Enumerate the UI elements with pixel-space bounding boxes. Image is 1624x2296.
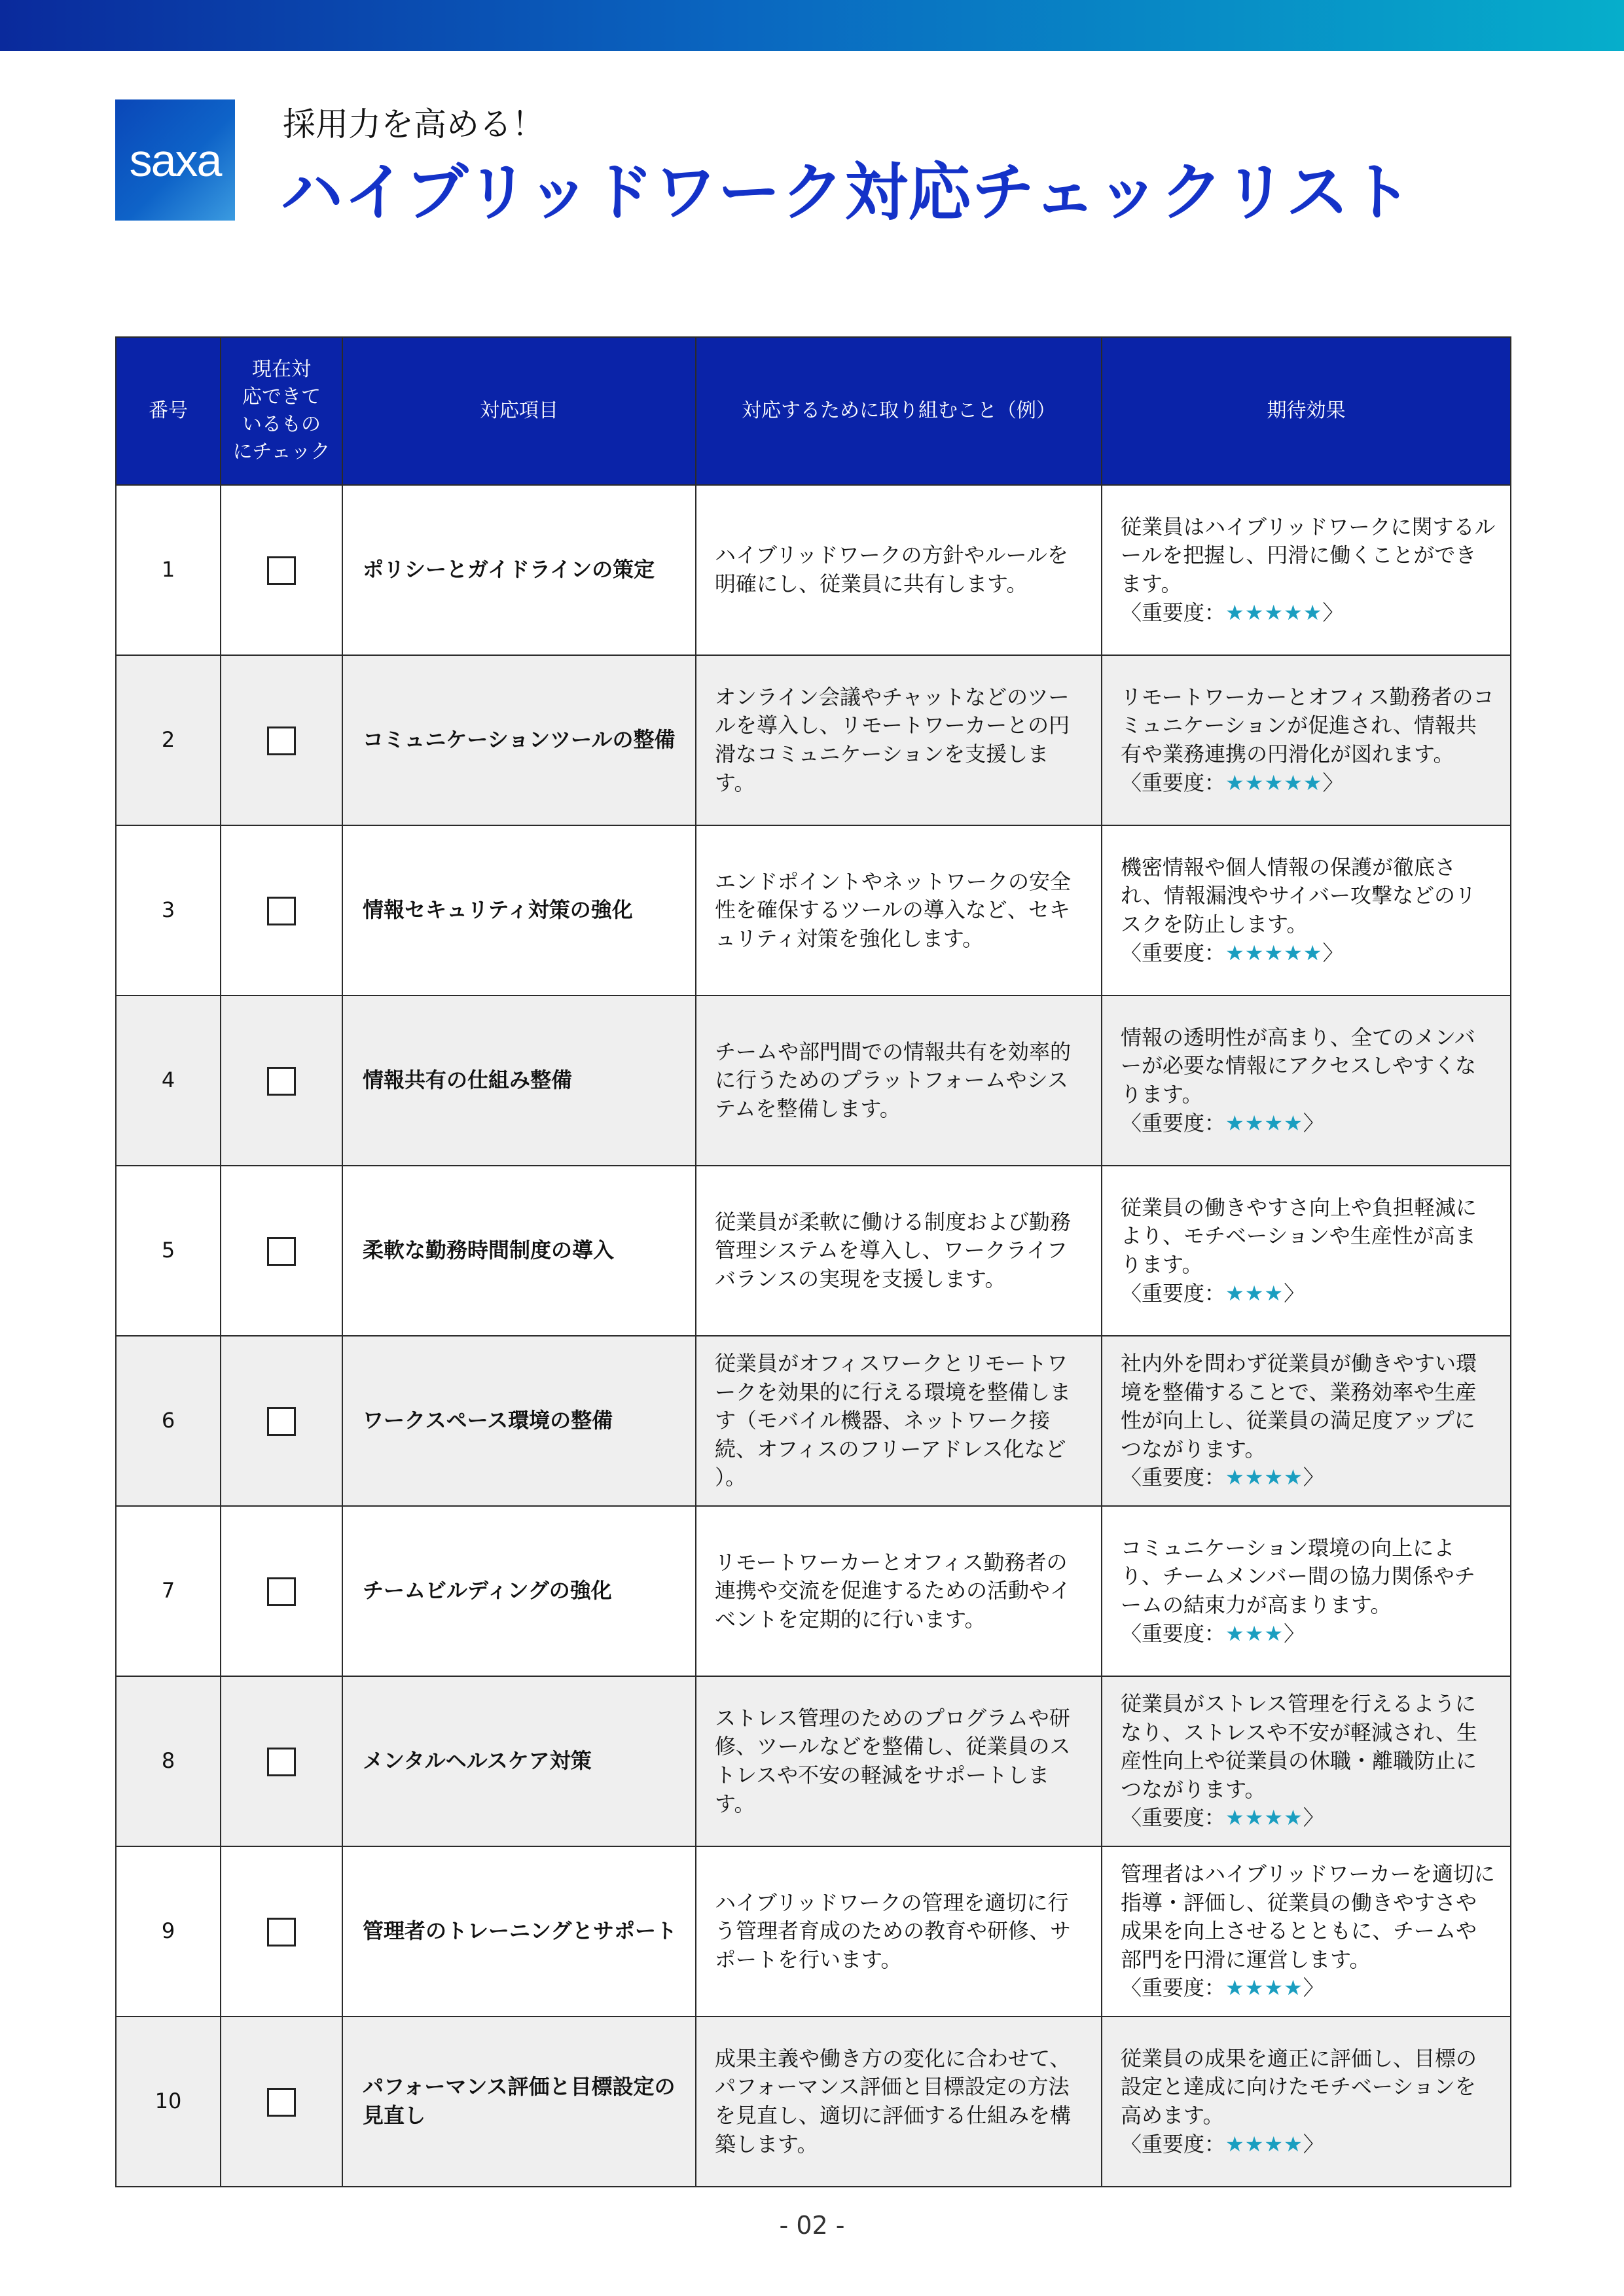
- row-item: パフォーマンス評価と目標設定の見直し: [342, 2017, 696, 2187]
- importance: [1121, 770, 1343, 795]
- importance-stars: ★★★: [1225, 1280, 1284, 1306]
- table-row: [116, 1676, 1511, 1846]
- importance-suffix: 〉: [1322, 770, 1344, 795]
- check-cell: [221, 996, 342, 1166]
- importance-prefix: 〈重要度：: [1121, 1465, 1226, 1490]
- importance: [1121, 1975, 1324, 2000]
- page-number: - 02 -: [779, 2211, 845, 2240]
- row-effect-cell: [1102, 996, 1511, 1166]
- row-effect: コミュニケーション環境の向上により、チームメンバー間の協力関係やチームの結束力が高まります。: [1121, 1535, 1475, 1617]
- row-effect: リモートワーカーとオフィス勤務者のコミュニケーションが促進され、情報共有や業務連携の円滑化が図れます。: [1121, 684, 1494, 766]
- page-subtitle: 採用力を高める！: [283, 105, 545, 143]
- importance-prefix: 〈重要度：: [1121, 1621, 1226, 1646]
- table-row: [116, 1336, 1511, 1506]
- checkbox[interactable]: [267, 1407, 296, 1436]
- importance-stars: ★★★★★: [1225, 940, 1323, 965]
- row-action: 従業員がオフィスワークとリモートワークを効果的に行える環境を整備します（モバイル機器、ネットワーク接続、オフィスのフリーアドレス化など ）。: [696, 1336, 1102, 1506]
- table-row: [116, 2017, 1511, 2187]
- importance-stars: ★★★★★: [1225, 770, 1323, 795]
- row-effect: 従業員がストレス管理を行えるようになり、ストレスや不安が軽減され、生産性向上や従業員の休職・離職防止につながります。: [1121, 1691, 1477, 1802]
- checkbox[interactable]: [267, 2088, 296, 2117]
- importance-stars: ★★★★: [1225, 1805, 1303, 1831]
- importance-suffix: 〉: [1303, 1465, 1324, 1490]
- importance-prefix: 〈重要度：: [1121, 600, 1226, 625]
- importance-suffix: 〉: [1322, 600, 1344, 625]
- importance-suffix: 〉: [1284, 1280, 1305, 1306]
- row-item: 管理者のトレーニングとサポート: [342, 1846, 696, 2017]
- check-cell: [221, 825, 342, 996]
- row-action: リモートワーカーとオフィス勤務者の連携や交流を促進するための活動やイベントを定期的に行います。: [696, 1506, 1102, 1676]
- saxa-logo: [115, 99, 235, 221]
- importance: [1121, 941, 1343, 965]
- importance-prefix: 〈重要度：: [1121, 1110, 1226, 1136]
- check-cell: [221, 485, 342, 655]
- top-gradient-bar: [0, 0, 1624, 51]
- check-cell: [221, 655, 342, 825]
- row-effect: 従業員はハイブリッドワークに関するルールを把握し、円滑に働くことができます。: [1121, 514, 1496, 596]
- row-action: 成果主義や働き方の変化に合わせて、パフォーマンス評価と目標設定の方法を見直し、適切に評価する仕組みを構築します。: [696, 2017, 1102, 2187]
- importance-stars: ★★★★: [1225, 1465, 1303, 1490]
- importance-prefix: 〈重要度：: [1121, 770, 1226, 795]
- row-number: 3: [116, 825, 221, 996]
- importance-suffix: 〉: [1303, 1110, 1324, 1136]
- row-item: ポリシーとガイドラインの策定: [342, 485, 696, 655]
- checkbox[interactable]: [267, 897, 296, 925]
- page-title: ハイブリッドワーク対応チェックリスト: [280, 156, 1413, 229]
- row-effect-cell: [1102, 485, 1511, 655]
- row-item: チームビルディングの強化: [342, 1506, 696, 1676]
- table-row: [116, 1506, 1511, 1676]
- importance: [1121, 2132, 1324, 2157]
- row-number: 4: [116, 996, 221, 1166]
- importance-prefix: 〈重要度：: [1121, 940, 1226, 965]
- importance-suffix: 〉: [1303, 2131, 1324, 2157]
- importance: [1121, 600, 1343, 625]
- row-item: メンタルヘルスケア対策: [342, 1676, 696, 1846]
- checkbox[interactable]: [267, 556, 296, 585]
- check-cell: [221, 1676, 342, 1846]
- check-cell: [221, 1506, 342, 1676]
- table-row: [116, 825, 1511, 996]
- checkbox[interactable]: [267, 1067, 296, 1096]
- row-item: 情報セキュリティ対策の強化: [342, 825, 696, 996]
- row-effect: 社内外を問わず従業員が働きやすい環境を整備することで、業務効率や生産性が向上し、従業員の満足度アップにつながります。: [1121, 1351, 1477, 1462]
- checkbox[interactable]: [267, 1748, 296, 1776]
- table-row: [116, 1166, 1511, 1336]
- row-action: ハイブリッドワークの方針やルールを明確にし、従業員に共有します。: [696, 485, 1102, 655]
- row-effect-cell: [1102, 1676, 1511, 1846]
- row-effect-cell: [1102, 1336, 1511, 1506]
- row-action: 従業員が柔軟に働ける制度および勤務管理システムを導入し、ワークライフバランスの実現を支援します。: [696, 1166, 1102, 1336]
- row-effect: 管理者はハイブリッドワーカーを適切に指導・評価し、従業員の働きやすさや成果を向上させるとともに、チームや部門を円滑に運営します。: [1121, 1861, 1495, 1972]
- table-row: [116, 996, 1511, 1166]
- checkbox[interactable]: [267, 1237, 296, 1266]
- row-effect: 従業員の働きやすさ向上や負担軽減により、モチベーションや生産性が高まります。: [1121, 1194, 1477, 1277]
- importance-suffix: 〉: [1303, 1805, 1324, 1831]
- row-number: 1: [116, 485, 221, 655]
- row-item: ワークスペース環境の整備: [342, 1336, 696, 1506]
- importance: [1121, 1621, 1305, 1646]
- importance: [1121, 1805, 1324, 1830]
- check-cell: [221, 1166, 342, 1336]
- row-effect: 従業員の成果を適正に評価し、目標の設定と達成に向けたモチベーションを高めます。: [1121, 2045, 1477, 2128]
- checkbox[interactable]: [267, 726, 296, 755]
- row-effect: 情報の透明性が高まり、全てのメンバーが必要な情報にアクセスしやすくなります。: [1121, 1024, 1477, 1107]
- table-row: [116, 655, 1511, 825]
- check-cell: [221, 2017, 342, 2187]
- row-action: ストレス管理のためのプログラムや研修、ツールなどを整備し、従業員のストレスや不安の軽減をサポートします。: [696, 1676, 1102, 1846]
- column-header-action: 対応するために取り組むこと（例）: [696, 337, 1102, 485]
- row-effect-cell: [1102, 1846, 1511, 2017]
- importance-stars: ★★★★: [1225, 1110, 1303, 1136]
- checklist-table: [115, 336, 1511, 2187]
- importance-prefix: 〈重要度：: [1121, 1280, 1226, 1306]
- row-effect-cell: [1102, 1166, 1511, 1336]
- row-number: 10: [116, 2017, 221, 2187]
- check-cell: [221, 1336, 342, 1506]
- importance-prefix: 〈重要度：: [1121, 2131, 1226, 2157]
- table-header-row: [116, 337, 1511, 485]
- importance-stars: ★★★★: [1225, 1975, 1303, 2001]
- importance-stars: ★★★★: [1225, 2131, 1303, 2157]
- row-effect-cell: [1102, 655, 1511, 825]
- row-number: 2: [116, 655, 221, 825]
- row-action: エンドポイントやネットワークの安全性を確保するツールの導入など、セキュリティ対策を強化します。: [696, 825, 1102, 996]
- row-action: ハイブリッドワークの管理を適切に行う管理者育成のための教育や研修、サポートを行います。: [696, 1846, 1102, 2017]
- row-number: 6: [116, 1336, 221, 1506]
- column-header-number: 番号: [116, 337, 221, 485]
- table-row: [116, 1846, 1511, 2017]
- row-number: 7: [116, 1506, 221, 1676]
- importance-suffix: 〉: [1303, 1975, 1324, 2001]
- importance-stars: ★★★★★: [1225, 600, 1323, 625]
- column-header-check: 現在対 応できて いるもの にチェック: [221, 337, 342, 485]
- row-effect-cell: [1102, 2017, 1511, 2187]
- checkbox[interactable]: [267, 1918, 296, 1946]
- row-item: 情報共有の仕組み整備: [342, 996, 696, 1166]
- importance-prefix: 〈重要度：: [1121, 1805, 1226, 1831]
- row-number: 9: [116, 1846, 221, 2017]
- table-row: [116, 485, 1511, 655]
- importance: [1121, 1111, 1324, 1136]
- importance: [1121, 1281, 1305, 1306]
- row-number: 8: [116, 1676, 221, 1846]
- importance-prefix: 〈重要度：: [1121, 1975, 1226, 2001]
- row-action: オンライン会議やチャットなどのツールを導入し、リモートワーカーとの円滑なコミュニケーションを支援します。: [696, 655, 1102, 825]
- row-effect-cell: [1102, 1506, 1511, 1676]
- importance-stars: ★★★: [1225, 1621, 1284, 1646]
- column-header-effect: 期待効果: [1102, 337, 1511, 485]
- row-number: 5: [116, 1166, 221, 1336]
- logo-text: saxa: [129, 134, 221, 186]
- row-item: コミュニケーションツールの整備: [342, 655, 696, 825]
- importance-suffix: 〉: [1322, 940, 1344, 965]
- importance-suffix: 〉: [1284, 1621, 1305, 1646]
- row-effect: 機密情報や個人情報の保護が徹底され、情報漏洩やサイバー攻撃などのリスクを防止します。: [1121, 854, 1477, 937]
- checkbox[interactable]: [267, 1577, 296, 1606]
- check-cell: [221, 1846, 342, 2017]
- row-item: 柔軟な勤務時間制度の導入: [342, 1166, 696, 1336]
- row-effect-cell: [1102, 825, 1511, 996]
- importance: [1121, 1465, 1324, 1490]
- column-header-item: 対応項目: [342, 337, 696, 485]
- row-action: チームや部門間での情報共有を効率的に行うためのプラットフォームやシステムを整備します。: [696, 996, 1102, 1166]
